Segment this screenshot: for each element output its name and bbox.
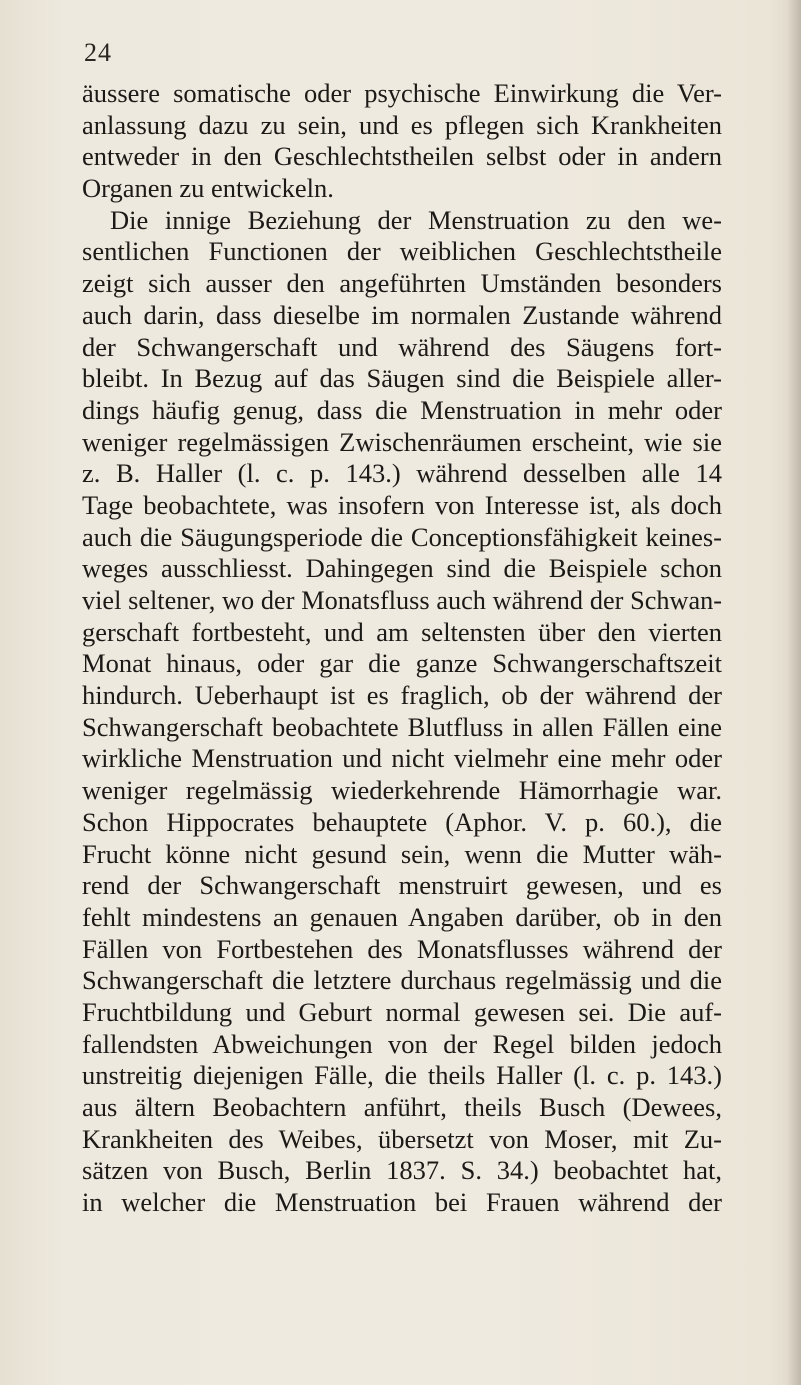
text-line: weniger regelmässigen Zwischenräumen erscheint, wie sie	[82, 426, 722, 457]
text-line: gerschaft fortbesteht, und am seltensten über den vierten	[82, 616, 722, 647]
text-line: aus ältern Beobachtern anführt, theils Busch (Dewees,	[82, 1092, 722, 1122]
text-line: auch die Säugungsperiode die Conceptionsfähigkeit keines-	[82, 521, 722, 552]
text-line: Organen zu entwickeln.	[82, 173, 334, 204]
paragraph-start-line: Die innige Beziehung der Menstruation zu den we-	[110, 204, 722, 235]
text-line: sentlichen Functionen der weiblichen Geschlechtstheile	[82, 236, 722, 267]
text-line: Monat hinaus, oder gar die ganze Schwangerschaftszeit	[82, 648, 722, 679]
text-line: dings häufig genug, dass die Menstruation in mehr oder	[82, 394, 722, 425]
text-line: fehlt mindestens an genauen Angaben darüber, ob in den	[82, 901, 722, 932]
text-line: z. B. Haller (l. c. p. 143.) während desselben alle 14	[82, 458, 722, 489]
text-line: fallendsten Abweichungen von der Regel bilden jedoch	[82, 1028, 722, 1059]
text-line: sätzen von Busch, Berlin 1837. S. 34.) beobachtet hat,	[82, 1155, 722, 1186]
text-line: Schon Hippocrates behauptete (Aphor. V. p. 60.), die	[82, 806, 722, 837]
text-line: Frucht könne nicht gesund sein, wenn die Mutter wäh-	[82, 838, 722, 869]
text-line: Fällen von Fortbestehen des Monatsflusses während der	[82, 933, 722, 964]
text-line: Schwangerschaft die letztere durchaus regelmässig und die	[82, 965, 722, 996]
text-line: in welcher die Menstruation bei Frauen während der	[82, 1187, 722, 1218]
text-line: Schwangerschaft beobachtete Blutfluss in allen Fällen eine	[82, 711, 722, 742]
text-line: weges ausschliesst. Dahingegen sind die Beispiele schon	[82, 553, 722, 584]
text-line: unstreitig diejenigen Fälle, die theils Haller (l. c. p. 143.)	[82, 1060, 722, 1091]
text-line: weniger regelmässig wiederkehrende Hämorrhagie war.	[82, 775, 722, 806]
page-edge-shadow	[787, 0, 801, 1385]
text-line: bleibt. In Bezug auf das Säugen sind die Beispiele aller-	[82, 363, 722, 394]
text-line: viel seltener, wo der Monatsfluss auch während der Schwan-	[82, 586, 722, 615]
text-line: rend der Schwangerschaft menstruirt gewesen, und es	[82, 870, 722, 901]
body-text	[82, 78, 722, 1219]
text-line: anlassung dazu zu sein, und es pflegen sich Krankheiten	[82, 109, 722, 140]
text-line: zeigt sich ausser den angeführten Umständen besonders	[82, 268, 722, 299]
text-line: wirkliche Menstruation und nicht vielmehr eine mehr oder	[82, 743, 722, 774]
text-line: der Schwangerschaft und während des Säugens fort-	[82, 331, 722, 362]
text-line: Tage beobachtete, was insofern von Interesse ist, als doch	[82, 489, 722, 520]
page-number: 24	[84, 38, 112, 67]
text-line: hindurch. Ueberhaupt ist es fraglich, ob der während der	[82, 680, 722, 711]
text-line: äussere somatische oder psychische Einwirkung die Ver-	[82, 78, 722, 108]
text-line: auch darin, dass dieselbe im normalen Zustande während	[82, 299, 722, 330]
text-line: Fruchtbildung und Geburt normal gewesen sei. Die auf-	[82, 996, 722, 1027]
text-line: Krankheiten des Weibes, übersetzt von Moser, mit Zu-	[82, 1123, 722, 1154]
text-line: entweder in den Geschlechtstheilen selbst oder in andern	[82, 141, 722, 172]
